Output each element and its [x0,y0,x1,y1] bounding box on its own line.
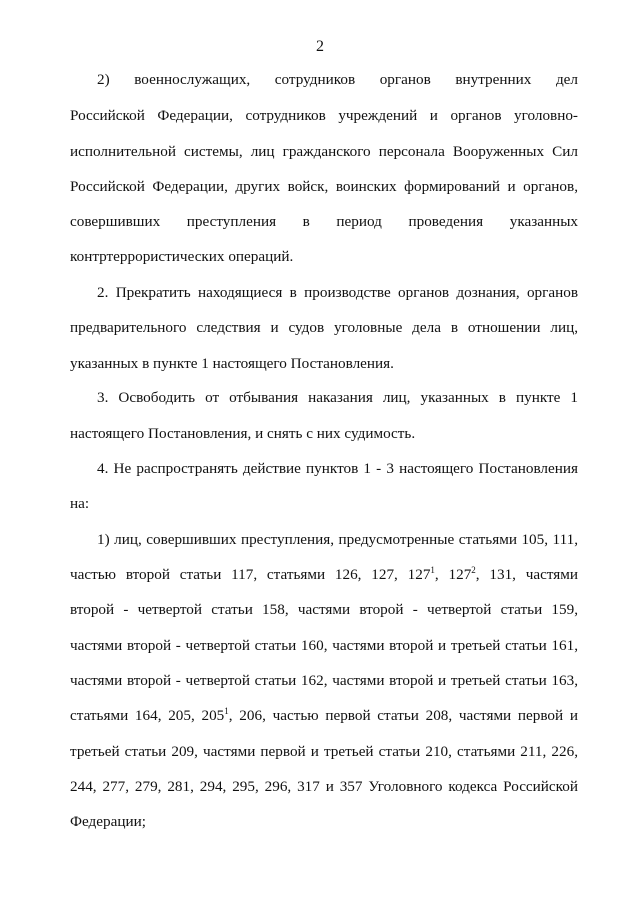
text-line: предварительного следствия и судов уголовные дела в отношении лиц, [70,319,578,336]
text-line: на: [70,495,90,512]
text-line: совершивших преступления в период проведения указанных [70,213,578,230]
text-line: 2) военнослужащих, сотрудников органов внутренних дел [97,71,578,88]
text-line: частями второй - четвертой статьи 160, частями второй и третьей статьи 161, [70,637,578,654]
text-line: 1) лиц, совершивших преступления, предусмотренные статьями 105, 111, [97,531,578,548]
page-number: 2 [316,38,324,55]
text-line: настоящего Постановления, и снять с них судимость. [70,425,416,442]
text-line: Федерации; [70,813,146,830]
text-line: третьей статьи 209, частями первой и третьей статьи 210, статьями 211, 226, [70,743,578,760]
text-line: исполнительной системы, лиц гражданского персонала Вооруженных Сил [70,143,578,160]
text-line-with-superscripts: частью второй статьи 117, статьями 126, 127, $127^1$, $127^2$, 131, частями [70,564,579,583]
text-line: Российской Федерации, других войск, воинских формирований и органов, [70,178,578,195]
text-line-with-superscripts: статьями 164, 205, $205^1$, 206, частью первой статьи 208, частями первой и [70,705,578,724]
text-line: Российской Федерации, сотрудников учреждений и органов уголовно- [70,107,578,124]
text-line: контртеррористических операций. [70,248,294,265]
text-line: 244, 277, 279, 281, 294, 295, 296, 317 и 357 Уголовного кодекса Российской [70,778,578,795]
text-line: 4. Не распространять действие пунктов 1 - 3 настоящего Постановления [97,460,578,477]
text-line: второй - четвертой статьи 158, частями второй - четвертой статьи 159, [70,601,578,618]
text-line: 3. Освободить от отбывания наказания лиц, указанных в пункте 1 [97,389,578,406]
text-line: частями второй - четвертой статьи 162, частями второй и третьей статьи 163, [70,672,578,689]
text-line: указанных в пункте 1 настоящего Постановления. [70,355,394,372]
text-line: 2. Прекратить находящиеся в производстве органов дознания, органов [97,284,578,301]
